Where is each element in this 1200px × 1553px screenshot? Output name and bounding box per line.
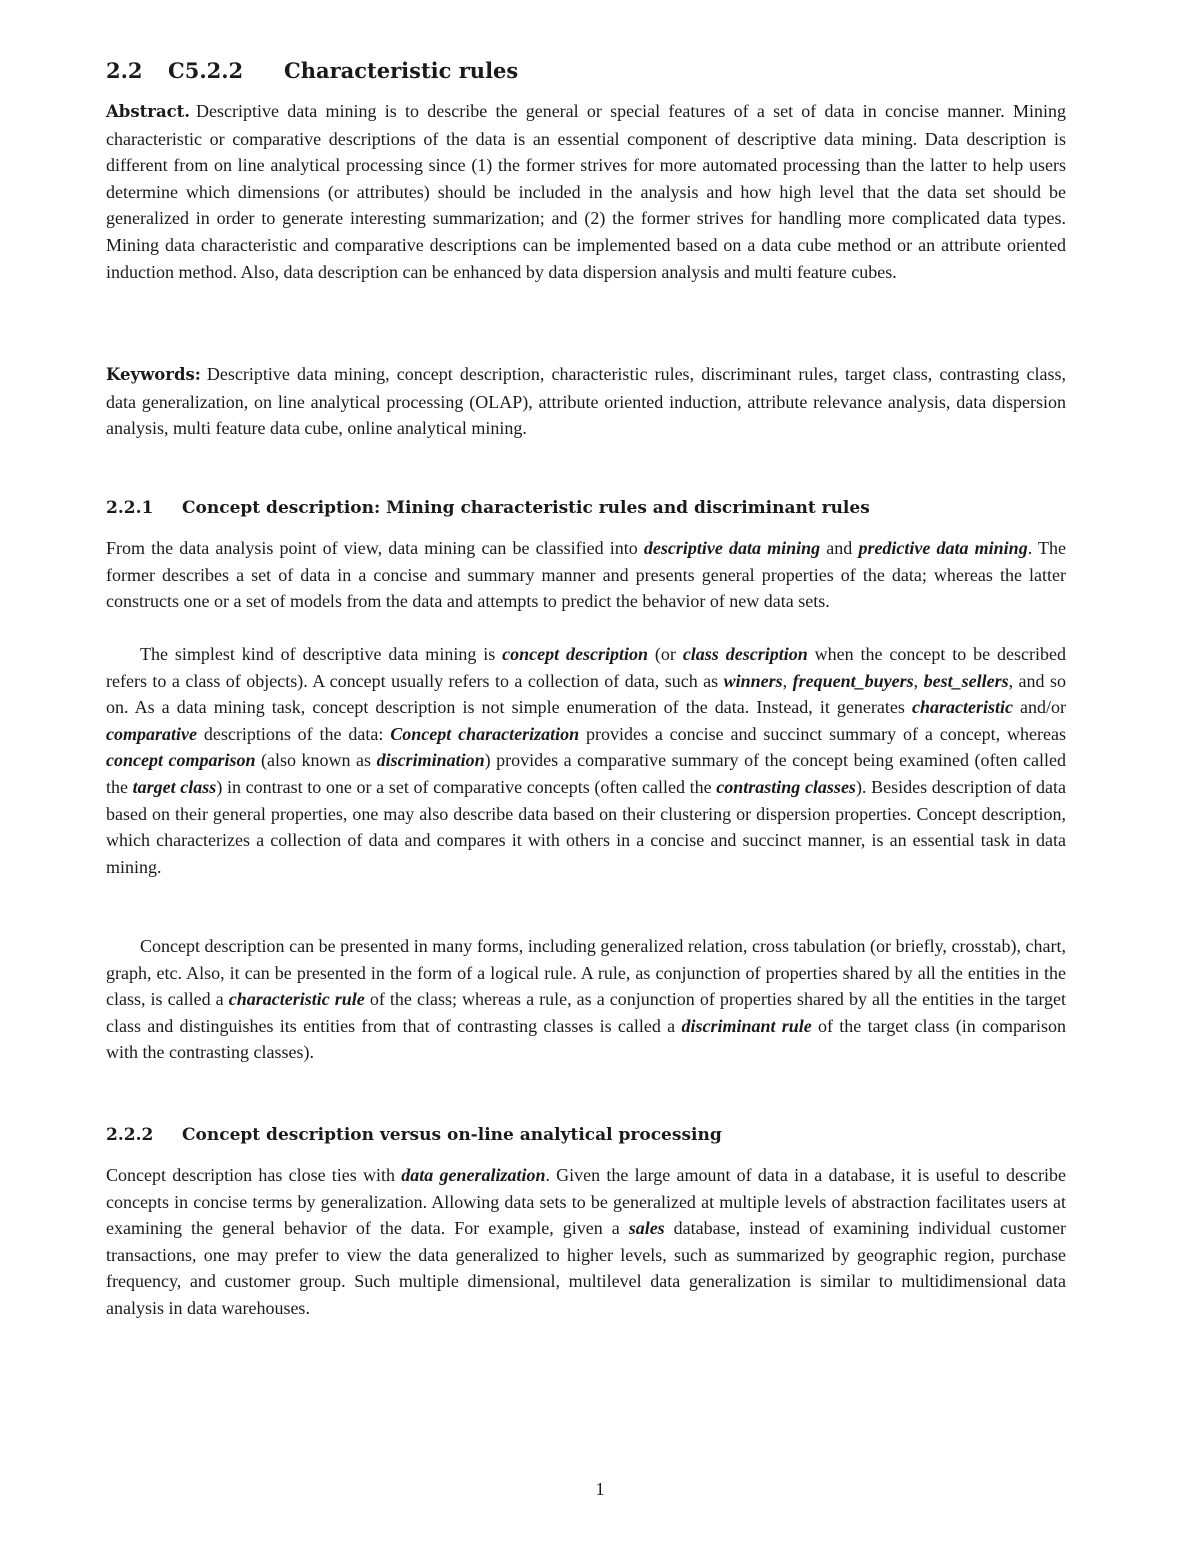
section-number: 2.2: [106, 58, 143, 83]
paragraph-4: [106, 1162, 1066, 1322]
text-run: ) provides a comparative summary of the concept being examined (often called the: [106, 750, 1067, 797]
text-run: database, instead of examining individual customer transactions, one may prefer to view the data generalized to higher levels, such as summarized by geographic region, purchase frequency, and customer group. Such multiple dimensional, multilevel data generalization is similar to multidimensional data analysis in data warehouses.: [106, 1218, 1067, 1318]
emphasis-term: data generalization: [401, 1165, 546, 1185]
subsection-title-concept-vs-olap: [106, 1122, 722, 1148]
emphasis-term: contrasting classes: [716, 776, 856, 797]
text-run: The simplest kind of descriptive data mining is: [140, 644, 503, 664]
text-run: . Given the large amount of data in a database, it is useful to describe concepts in concise terms by generalization. Allowing data sets to be generalized at multiple levels of abstraction facilitates users at examining the general behavior of the data. For example, given a: [106, 1165, 1066, 1239]
emphasis-term: descriptive data mining: [643, 538, 821, 558]
keywords-paragraph: [106, 361, 1066, 442]
emphasis-term: class description: [682, 644, 808, 664]
text-run: . The former describes a set of data in a concise and summary manner and presents general properties of the data; whereas the latter constructs one or a set of models from the data and attempts to predict the behavior of new data sets.: [106, 538, 1066, 612]
text-run: descriptions of the data:: [196, 723, 391, 744]
emphasis-term: comparative: [106, 723, 197, 744]
emphasis-term: sales: [628, 1218, 665, 1239]
text-run: when the concept to be described refers to a class of objects). A concept usually refers to a collection of data, such as: [106, 644, 1067, 691]
text-run: Concept description can be presented in many forms, including generalized relation, cross tabulation (or briefly, crosstab), chart, graph, etc. Also, it can be presented in the form of a logical rule. A rule, as conjunction of properties shared by all the entities in the class, is called a: [106, 936, 1066, 1010]
abstract-label: Abstract.: [106, 102, 191, 121]
text-run: Concept description has close ties with: [106, 1165, 402, 1185]
subsection-number: 2.2.1: [106, 498, 154, 518]
text-run: and/or: [1012, 697, 1067, 718]
subsection-title-text: Concept description versus on-line analytical processing: [182, 1125, 722, 1145]
emphasis-term: discrimination: [376, 750, 485, 771]
text-run: provides a concise and succinct summary of a concept, whereas: [579, 723, 1067, 744]
emphasis-term: best_sellers: [923, 670, 1009, 691]
subsection-title-text: Concept description: Mining characteristic rules and discriminant rules: [182, 498, 870, 518]
section-code: C5.2.2: [168, 58, 244, 83]
text-run: , and so on. As a data mining task, concept description is not simple enumeration of the data. Instead, it generates: [106, 670, 1067, 718]
text-run: From the data analysis point of view, data mining can be classified into: [106, 538, 644, 558]
emphasis-term: characteristic rule: [228, 989, 365, 1010]
text-run: ). Besides description of data based on their general properties, one may also describe data based on their clustering or dispersion properties. Concept description, which characterizes a collection of data and compares it with others in a concise and succinct manner, is an essential task in data mining.: [106, 776, 1066, 877]
paragraph-3: [106, 933, 1066, 1066]
emphasis-term: concept description: [502, 644, 649, 664]
paragraph-2: [106, 641, 1066, 880]
text-run: and: [820, 538, 859, 558]
abstract-text: Descriptive data mining is to describe the general or special features of a set of data in concise manner. Mining characteristic or comparative descriptions of the data is an essential component of descriptive data mining. Data description is different from on line analytical processing since (1) the former strives for more automated processing than the latter to help users determine which dimensions (or attributes) should be included in the analysis and how high level that the data set should be generalized in order to generate interesting summarization; and (2) the former strives for handling more complicated data types. Mining data characteristic and comparative descriptions can be implemented based on a data cube method or an attribute oriented induction method. Also, data description can be enhanced by data dispersion analysis and multi feature cubes.: [106, 101, 1066, 282]
text-run: ,: [913, 670, 924, 691]
emphasis-term: frequent_buyers: [792, 670, 914, 691]
paragraph-1: [106, 535, 1066, 615]
emphasis-term: discriminant rule: [681, 1015, 812, 1036]
emphasis-term: target class: [132, 776, 217, 797]
emphasis-term: concept comparison: [106, 750, 256, 771]
section-title: [106, 56, 518, 86]
section-title-text: Characteristic rules: [284, 58, 519, 83]
emphasis-term: predictive data mining: [858, 538, 1028, 558]
text-run: ) in contrast to one or a set of comparative concepts (often called the: [216, 776, 717, 797]
text-run: (or: [648, 644, 683, 664]
subsection-number: 2.2.2: [106, 1125, 154, 1145]
subsection-title-concept-description: [106, 495, 870, 521]
emphasis-term: characteristic: [911, 697, 1013, 718]
keywords-text: Descriptive data mining, concept description, characteristic rules, discriminant rules, target class, contrasting class, data generalization, on line analytical processing (OLAP), attribute oriented induction, attribute relevance analysis, data dispersion analysis, multi feature data cube, online analytical mining.: [106, 364, 1066, 439]
text-run: ,: [782, 670, 793, 691]
page-number: 1: [595, 1479, 605, 1499]
text-run: of the target class (in comparison with the contrasting classes).: [106, 1015, 1067, 1063]
text-run: of the class; whereas a rule, as a conjunction of properties shared by all the entities in the target class and distinguishes its entities from that of contrasting classes is called a: [106, 989, 1066, 1036]
text-run: (also known as: [255, 750, 377, 771]
emphasis-term: Concept characterization: [390, 723, 580, 744]
abstract-paragraph: [106, 98, 1066, 285]
emphasis-term: winners: [723, 670, 783, 691]
keywords-label: Keywords:: [106, 365, 201, 384]
